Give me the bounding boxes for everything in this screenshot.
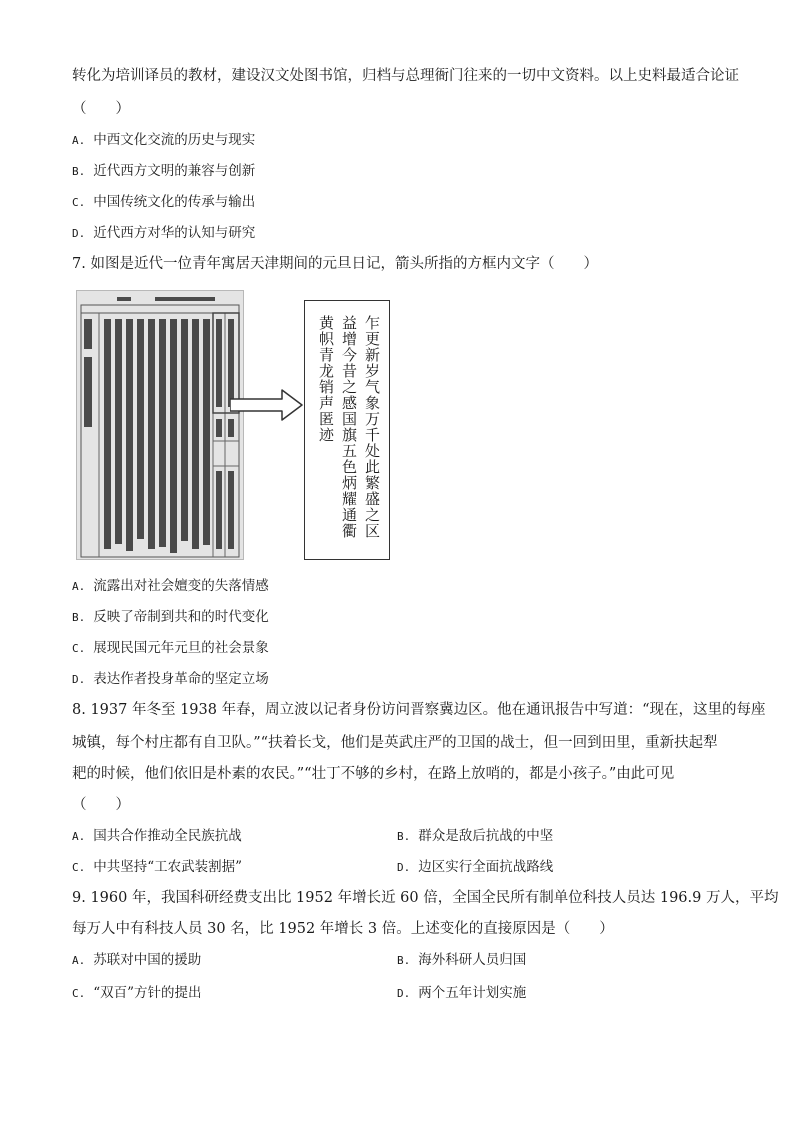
option-letter: B. <box>397 954 411 967</box>
q7-option-d[interactable] <box>72 669 269 690</box>
q6-option-a[interactable] <box>72 130 255 151</box>
option-text: 群众是敌后抗战的中坚 <box>418 828 554 844</box>
q9-option-a[interactable] <box>72 950 201 971</box>
q6-answer-blank: （ ） <box>72 101 130 117</box>
option-text: “双百”方针的提出 <box>93 985 202 1001</box>
q7-option-c[interactable] <box>72 638 269 659</box>
option-text: 边区实行全面抗战路线 <box>418 859 554 875</box>
q9-option-c[interactable] <box>72 983 202 1004</box>
option-letter: C. <box>72 196 86 209</box>
q9-stem-line-1: 9. 1960 年，我国科研经费支出比 1952 年增长近 60 倍，全国全民所有制单位科技人员达 196.9 万人，平均 <box>72 890 779 906</box>
option-text: 中西文化交流的历史与现实 <box>93 132 256 148</box>
q8-option-b[interactable] <box>397 826 553 847</box>
q6-option-b[interactable] <box>72 161 255 182</box>
diary-scan-graphic <box>77 291 243 559</box>
option-letter: C. <box>72 861 86 874</box>
option-text: 近代西方文明的兼容与创新 <box>93 163 256 179</box>
diary-transcription-box <box>304 300 390 560</box>
q7-stem: 7. 如图是近代一位青年寓居天津期间的元旦日记，箭头所指的方框内文字（ ） <box>72 256 598 272</box>
transcription-column-1: 乍更新岁气象万千处此繁盛之区 <box>363 315 381 539</box>
option-text: 中国传统文化的传承与输出 <box>93 194 256 210</box>
option-letter: D. <box>72 227 86 240</box>
option-letter: C. <box>72 987 86 1000</box>
option-text: 苏联对中国的援助 <box>93 952 202 968</box>
q9-option-d[interactable] <box>397 983 526 1004</box>
q8-option-a[interactable] <box>72 826 242 847</box>
option-letter: D. <box>397 987 411 1000</box>
option-text: 近代西方对华的认知与研究 <box>93 225 256 241</box>
q7-option-b[interactable] <box>72 607 269 628</box>
q7-option-a[interactable] <box>72 576 269 597</box>
option-text: 流露出对社会嬗变的失落情感 <box>93 578 269 594</box>
q8-stem-line-1: 8. 1937 年冬至 1938 年春，周立波以记者身份访问晋察冀边区。他在通讯报告中写道：“现在，这里的每座 <box>72 702 766 718</box>
option-letter: D. <box>72 673 86 686</box>
option-text: 国共合作推动全民族抗战 <box>93 828 242 844</box>
arrow-right-icon <box>230 388 304 422</box>
option-text: 中共坚持“工农武装割据” <box>93 859 243 875</box>
option-letter: C. <box>72 642 86 655</box>
q8-answer-blank: （ ） <box>72 797 130 813</box>
option-letter: B. <box>72 611 86 624</box>
transcription-column-3: 黄帜青龙销声匿迹 <box>317 315 335 443</box>
option-text: 两个五年计划实施 <box>418 985 527 1001</box>
option-letter: B. <box>397 830 411 843</box>
q8-stem-line-2: 城镇，每个村庄都有自卫队。”“扶着长戈，他们是英武庄严的卫国的战士，但一回到田里，重新扶起犁 <box>72 735 718 751</box>
q6-option-d[interactable] <box>72 223 255 244</box>
option-letter: B. <box>72 165 86 178</box>
option-letter: A. <box>72 580 86 593</box>
q9-option-b[interactable] <box>397 950 526 971</box>
option-letter: A. <box>72 830 86 843</box>
option-text: 海外科研人员归国 <box>418 952 527 968</box>
option-text: 展现民国元年元旦的社会景象 <box>93 640 269 656</box>
option-text: 表达作者投身革命的坚定立场 <box>93 671 269 687</box>
option-letter: A. <box>72 954 86 967</box>
option-letter: D. <box>397 861 411 874</box>
q6-option-c[interactable] <box>72 192 255 213</box>
diary-scan-image <box>76 290 244 560</box>
q9-stem-line-2: 每万人中有科技人员 30 名，比 1952 年增长 3 倍。上述变化的直接原因是（ ） <box>72 921 614 937</box>
q6-stem-tail: 转化为培训译员的教材，建设汉文处图书馆，归档与总理衙门往来的一切中文资料。以上史料最适合论证 <box>72 68 739 84</box>
transcription-column-2: 益增今昔之感国旗五色炳耀通衢 <box>340 315 358 539</box>
option-text: 反映了帝制到共和的时代变化 <box>93 609 269 625</box>
q8-option-d[interactable] <box>397 857 553 878</box>
q8-stem-line-3: 耙的时候，他们依旧是朴素的农民。”“壮丁不够的乡村，在路上放哨的，都是小孩子。”由此可见 <box>72 766 675 782</box>
option-letter: A. <box>72 134 86 147</box>
q8-option-c[interactable] <box>72 857 242 878</box>
